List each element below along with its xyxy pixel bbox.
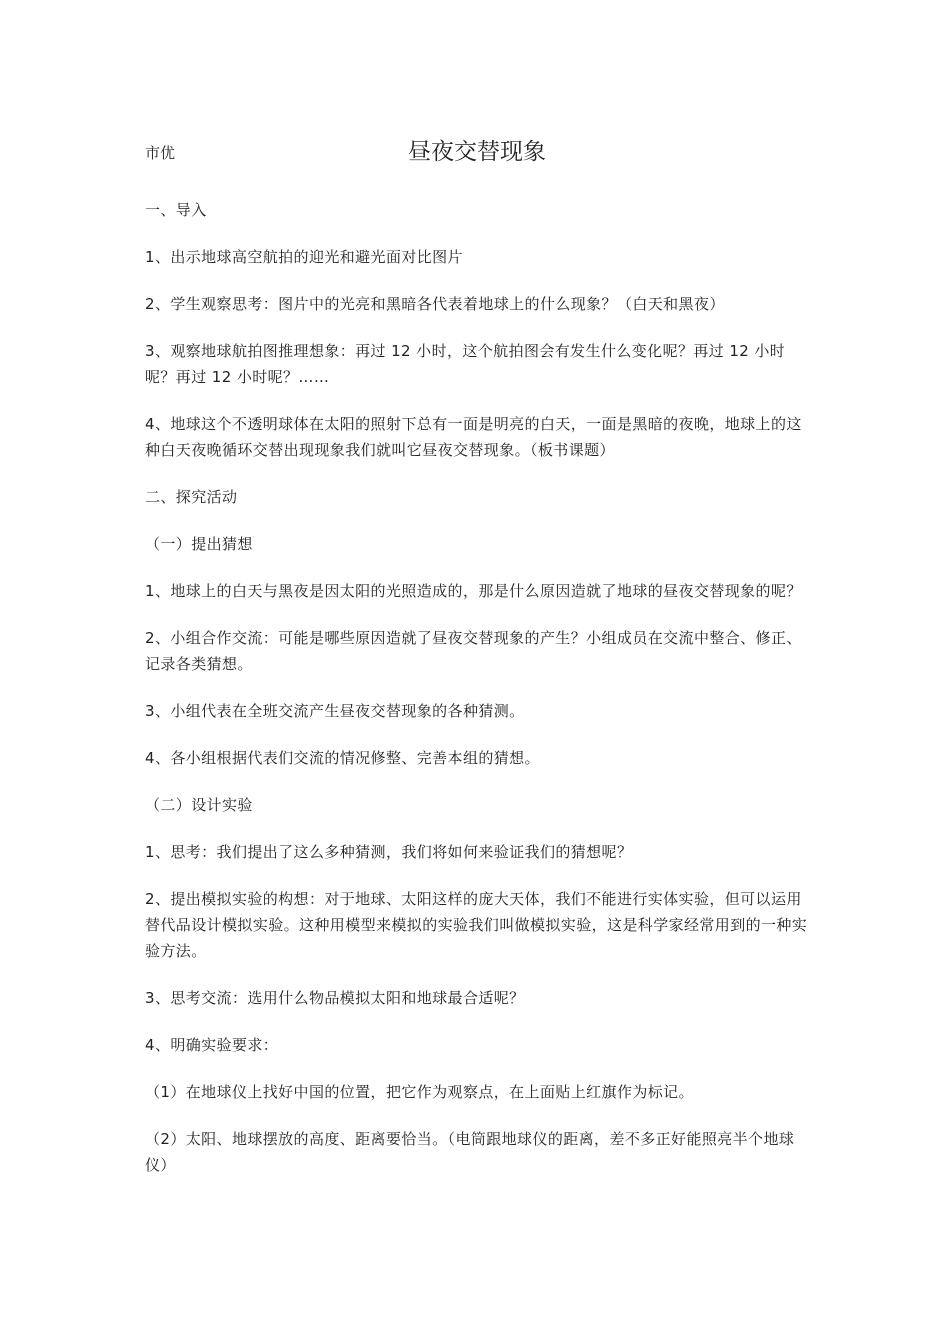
paragraph: 4、各小组根据代表们交流的情况修整、完善本组的猜想。 bbox=[145, 749, 540, 767]
paragraph: 1、地球上的白天与黑夜是因太阳的光照造成的，那是什么原因造就了地球的昼夜交替现象的呢？ bbox=[145, 582, 802, 600]
document-body bbox=[145, 197, 810, 1199]
paragraph: 2、提出模拟实验的构想：对于地球、太阳这样的庞大天体，我们不能进行实体实验，但可以运用替代品设计模拟实验。这种用模型来模拟的实验我们叫做模拟实验，这是科学家经常用到的一种实验方法。 bbox=[145, 890, 808, 960]
header-label: 市优 bbox=[145, 144, 176, 162]
paragraph: （2）太阳、地球摆放的高度、距离要恰当。（电筒跟地球仪的距离，差不多正好能照亮半个地球仪） bbox=[145, 1130, 795, 1174]
paragraph: 2、小组合作交流：可能是哪些原因造就了昼夜交替现象的产生？小组成员在交流中整合、修正、记录各类猜想。 bbox=[145, 629, 802, 673]
paragraph: 3、思考交流：选用什么物品模拟太阳和地球最合适呢？ bbox=[145, 989, 525, 1007]
paragraph: 4、地球这个不透明球体在太阳的照射下总有一面是明亮的白天，一面是黑暗的夜晚，地球上的这种白天夜晚循环交替出现现象我们就叫它昼夜交替现象。（板书课题） bbox=[145, 415, 802, 459]
paragraph: 1、出示地球高空航拍的迎光和避光面对比图片 bbox=[145, 248, 463, 266]
subsection-heading: （二）设计实验 bbox=[145, 796, 253, 814]
paragraph: 4、明确实验要求： bbox=[145, 1036, 279, 1054]
paragraph: 2、学生观察思考：图片中的光亮和黑暗各代表着地球上的什么现象？（白天和黑夜） bbox=[145, 295, 725, 313]
subsection-heading: （一）提出猜想 bbox=[145, 535, 253, 553]
paragraph: （1）在地球仪上找好中国的位置，把它作为观察点，在上面贴上红旗作为标记。 bbox=[145, 1083, 694, 1101]
paragraph: 3、观察地球航拍图推理想象：再过 12 小时，这个航拍图会有发生什么变化呢？再过 12 小时呢？再过 12 小时呢？…… bbox=[145, 342, 786, 386]
section-heading: 一、导入 bbox=[145, 201, 207, 219]
paragraph: 3、小组代表在全班交流产生昼夜交替现象的各种猜测。 bbox=[145, 702, 525, 720]
paragraph: 1、思考：我们提出了这么多种猜测，我们将如何来验证我们的猜想呢？ bbox=[145, 843, 633, 861]
document-title: 昼夜交替现象 bbox=[408, 139, 546, 165]
section-heading: 二、探究活动 bbox=[145, 488, 238, 506]
